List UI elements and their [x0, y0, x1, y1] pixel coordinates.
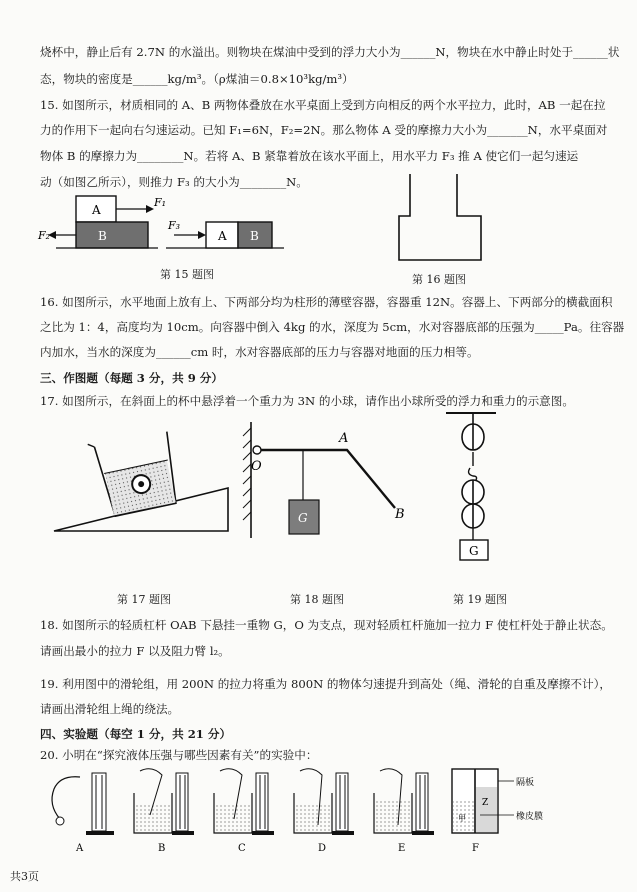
- q15-line-4: 动（如图乙所示），则推力 F₃ 的大小为________N。: [40, 175, 308, 189]
- label-c: C: [238, 843, 246, 854]
- q16-line-2: 之比为 1：4，高度均为 10cm。向容器中倒入 4kg 的水，深度为 5cm，水对容器底部的压强为_____Pa。往容器: [40, 320, 625, 334]
- q18-line-1: 18. 如图所示的轻质杠杆 OAB 下悬挂一重物 G，O 为支点，现对轻质杠杆施加一拉力 F 使杠杆处于静止状态。: [40, 618, 613, 632]
- label-f1: F₁: [154, 196, 167, 209]
- q20-text: 20. 小明在“探究液体压强与哪些因素有关”的实验中：: [40, 748, 318, 762]
- label-b: B: [395, 507, 405, 522]
- caption-17: 第 17 题图: [117, 593, 171, 606]
- q14-line-1: 烧杯中，静止后有 2.7N 的水溢出。则物块在煤油中受到的浮力大小为______N，物块在水中静止时处于______状: [40, 45, 620, 59]
- setup-d: [294, 769, 354, 854]
- caption-16: 第 16 题图: [412, 273, 466, 286]
- label-jia: 甲: [458, 814, 466, 823]
- label-partition: 隔板: [516, 778, 535, 788]
- figure-15: [38, 190, 298, 260]
- caption-19: 第 19 题图: [453, 593, 507, 606]
- q14-line-2: 态，物块的密度是______kg/m³。（ρ煤油＝0.8×10³kg/m³）: [40, 72, 354, 86]
- page-footer: 共3页: [10, 870, 39, 883]
- label-f2: F₂: [38, 229, 51, 242]
- pivot-o: [253, 446, 261, 454]
- figure-18: [235, 420, 405, 540]
- q15-line-3: 物体 B 的摩擦力为________N。若将 A、B 紧靠着放在该水平面上，用水平力 F₃ 推 A 使它们一起匀速运: [40, 149, 579, 163]
- q19-line-1: 19. 利用图中的滑轮组，用 200N 的拉力将重为 800N 的物体匀速提升到高处（绳、滑轮的自重及摩擦不计），: [40, 677, 611, 691]
- label-b-side: B: [250, 229, 259, 243]
- q19-line-2: 请画出滑轮组上绳的绕法。: [40, 702, 180, 716]
- setup-e: [374, 769, 434, 854]
- figure-16: [395, 172, 485, 262]
- label-b-bottom: B: [98, 229, 107, 243]
- q15-line-2: 力的作用下一起向右匀速运动。已知 F₁=6N，F₂=2N。那么物体 A 受的摩擦力大小为_______N，水平桌面对: [40, 123, 608, 137]
- section-4-heading: 四、实验题（每空 1 分，共 21 分）: [40, 727, 232, 741]
- figure-20: [40, 765, 580, 855]
- label-b: B: [158, 843, 166, 854]
- block-b-bottom: [76, 222, 148, 248]
- label-a: A: [339, 431, 349, 446]
- setup-f: [452, 769, 543, 854]
- setup-c: [214, 769, 274, 854]
- label-a: A: [76, 843, 84, 854]
- label-o: O: [251, 459, 262, 474]
- caption-15: 第 15 题图: [160, 268, 214, 281]
- figure-17: [52, 418, 232, 538]
- setup-b: [134, 769, 194, 854]
- q16-line-1: 16. 如图所示，水平地面上放有上、下两部分均为柱形的薄壁容器，容器重 12N。容器上、下两部分的横截面积: [40, 295, 613, 309]
- label-f: F: [472, 843, 479, 854]
- label-d: D: [318, 843, 327, 854]
- label-a-top: A: [92, 203, 101, 217]
- label-e: E: [398, 843, 406, 854]
- label-f3: F₃: [168, 219, 181, 232]
- setup-a: [52, 773, 114, 854]
- q15-line-1: 15. 如图所示，材质相同的 A、B 两物体叠放在水平桌面上受到方向相反的两个水平拉力，此时，AB 一起在拉: [40, 98, 606, 112]
- q16-line-3: 内加水，当水的深度为______cm 时，水对容器底部的压力与容器对地面的压力相等。: [40, 345, 479, 359]
- figure-19: [440, 410, 510, 560]
- q17-text: 17. 如图所示，在斜面上的杯中悬浮着一个重力为 3N 的小球，请作出小球所受的浮力和重力的示意图。: [40, 394, 574, 408]
- label-membrane: 橡皮膜: [516, 812, 544, 822]
- label-z: Z: [482, 798, 489, 808]
- label-a-side: A: [218, 229, 227, 243]
- q18-line-2: 请画出最小的拉力 F 以及阻力臂 l₂。: [40, 644, 230, 658]
- label-g19: G: [469, 544, 479, 558]
- caption-18: 第 18 题图: [290, 593, 344, 606]
- label-g18: G: [298, 511, 308, 525]
- section-3-heading: 三、作图题（每题 3 分，共 9 分）: [40, 371, 223, 385]
